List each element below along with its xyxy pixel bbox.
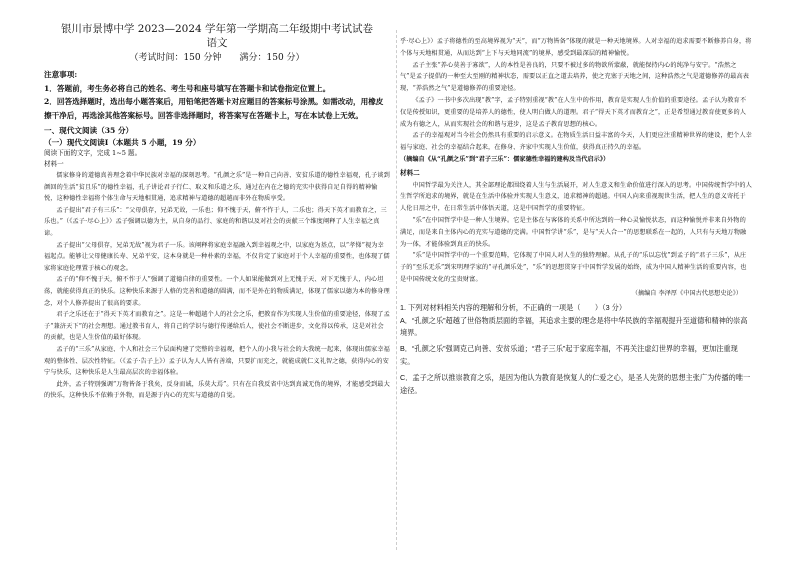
column-divider: [396, 30, 397, 550]
question-1-option-c: C．孟子之所以推崇教育之乐，是因为他认为教育是恢复人的仁爱之心，是圣人先贤的思想主张广为传播的唯一途径。: [400, 372, 751, 395]
material2-source: （摘编自 李泽厚《中国古代思想史论》）: [631, 289, 742, 297]
notes-heading: 注意事项:: [44, 70, 78, 79]
exam-subject: 语文: [206, 37, 228, 49]
right-paragraph: 孟子的幸福观对当今社会仍然具有重要的启示意义。在物质生活日益丰富的今天，人们更应注重精神世界的建设，把个人幸福与家庭、社会的幸福结合起来，在修身、齐家中实现人生价值，获得真正持久的幸福。: [400, 132, 752, 152]
exam-title: 银川市景博中学 2023—2024 学年第一学期高二年级期中考试试卷: [60, 23, 374, 35]
material2-paragraph: “乐”在中国哲学中是一种人生境界。它是主体在与客体的关系中所达到的一种心灵愉悦状态，而这种愉悦并非来自外物的满足，而是来自主体内心的充实与道德的完满。中国哲学讲“乐”，是与“天人合一”的思想联系在一起的，人只有与天地万物融为一体，才能体验到真正的快乐。: [400, 216, 747, 248]
material1-label: 材料一: [44, 160, 64, 168]
left-column: [44, 22, 390, 557]
material2-paragraph: “乐”是中国哲学中的一个重要范畴，它体现了中国人对人生的独特理解。从孔子的“乐以忘忧”到孟子的“君子三乐”，从庄子的“至乐无乐”到宋明理学家的“寻孔颜乐处”，“乐”的思想贯穿于中国哲学发展的始终，成为中国人精神生活的重要内容，也是中国传统文化的宝贵财富。: [400, 252, 747, 283]
section-title: 一、现代文阅读（35 分）: [44, 126, 134, 135]
section-instruction: 阅读下面的文字，完成 1~5 题。: [44, 149, 142, 157]
right-paragraph: 孟子主张“养心莫善于寡欲”，人的本性是善良的，只要不被过多的物欲所蒙蔽，就能保持内心的纯净与安宁。“浩然之气”是孟子提倡的一种至大至刚的精神状态，需要以正直之道去培养，使之充塞于天地之间，这种浩然之气是道德修养的最高表现，“养浩然之气”是道德修养的重要途径。: [400, 61, 750, 93]
material2-label: 材料二: [400, 168, 420, 177]
left-paragraph: 孟子提出“君子有三乐”：“父母俱存，兄弟无故，一乐也；仰不愧于天，俯不怍于人，二乐也；得天下英才而教育之，三乐也。”（《孟子·尽心上》）孟子强调以德为主，从自身的品行、家庭的和谐以及对社会的贡献三个维度阐释了人生幸福之真谛。: [44, 206, 387, 237]
left-paragraph: 此外，孟子特别强调“万物皆备于我矣，反身而诚，乐莫大焉”。只有在自我反省中达到真诚无伪的境界，才能感受到最大的快乐，这种快乐不依赖于外物，而是源于内心的充实与道德的自觉。: [44, 380, 390, 400]
question-1-option-b: B．“孔颜之乐”强调克己向善、安贫乐道；“君子三乐”起于家庭幸福，不再关注虚幻世界的幸福，更加注重现实。: [400, 344, 738, 366]
right-column: [400, 36, 752, 557]
left-paragraph: 孟子的“三乐”从家庭、个人和社会三个层面构建了完整的幸福观，把个人的小我与社会的大我统一起来，体现出儒家幸福观的整体性、层次性特征。（《孟子·告子上》）孟子认为人人皆有善端，只要扩而充之，就能成就仁义礼智之德，获得内心的安宁与快乐，这种快乐是人生最高层次的幸福体验。: [44, 345, 390, 377]
material1-source: （摘编自《从“孔颜之乐”到“君子三乐”：儒家德性幸福的建构及当代启示》）: [400, 155, 610, 163]
exam-info: （考试时间：150 分钟 满分：150 分）: [129, 53, 305, 63]
right-paragraph: 《孟子》一书中多次出现“教”字，孟子特别重视“教”在人生中的作用，教育是实现人生价值的重要途径。孟子认为教育不仅是传授知识，更重要的是培养人的德性，使人明白做人的道理。君子“得天下英才而教育之”，正是希望通过教育使更多的人成为有德之人，从而实现社会的和谐与进步，这是孟子教育思想的核心。: [400, 96, 747, 128]
left-paragraph: 儒家修身的道德真善理念着中华民族对幸福的深刻思考。“孔颜之乐”是一种自己向善、安贫乐道的德性幸福观，孔子谈到颜回的生活“贫且乐”的德性幸福，孔子讲论君子行仁、取义和乐道之乐，通过在内在之德的充实中获得自足自得的精神愉悦，这种德性幸福将个体生命与天地相贯通，追求精神与道德的超越而非外在物质享受。: [44, 172, 390, 203]
left-paragraph: 孟子的“仰不愧于天，俯不怍于人”强调了道德自律的重要性。一个人如果能做到对上无愧于天、对下无愧于人，内心坦荡，就能获得真正的快乐。这种快乐来源于人格的完善和道德的圆满，而不是外在的物质满足，体现了儒家以德为本的修身理念，对个人修养提出了很高的要求。: [44, 276, 390, 307]
material2-paragraph: 中国哲学最为关注人，其全部理论都围绕着人生与生活展开，对人生意义和生命价值进行深入的思考。中国传统哲学中的人生哲学所追求的境界，就是在生活中体验并实现人生意义，追求精神的超越。中国人向来重视现世生活，把人生的意义寄托于人伦日用之中，在日常生活中体悟天道，这是中国哲学的重要特征。: [400, 181, 752, 213]
question-1-stem: 1. 下列对材料相关内容的理解和分析，不正确的一项是（ ）（3 分）: [400, 302, 627, 312]
left-paragraph: 君子之乐还在于“得天下英才而教育之”。这是一种超越个人的社会之乐，把教育作为实现人生价值的重要途径，体现了孟子“兼济天下”的社会理想。通过教书育人，将自己的学识与德行传递给后人，使社会不断进步，文化得以传承，这是对社会的贡献，也是人生价值的最好体现。: [44, 311, 390, 342]
question-1-option-a: A．“孔颜之乐”超越了世俗物质层面的幸福，其追求主要的理念是将中华民族的幸福观提升至道德和精神的崇高境界。: [400, 315, 748, 338]
right-paragraph: 乎·尽心上》）孟子将德性的至高境界视为“天”，而“万物皆备”体现的就是一种天地境界。人对幸福的追求需要不断修养自身，将个体与天地相贯通，从而达到“上下与天地同流”的境界，感受到最深层的精神愉悦。: [400, 38, 752, 57]
section-subtitle: （一）现代文阅读Ⅰ（本题共 5 小题，19 分）: [44, 137, 201, 147]
notes-item-1: 1．答题前，考生务必将自己的姓名、考生号和座号填写在答题卡和试卷指定位置上。: [44, 83, 331, 93]
left-paragraph: 孟子提出“父母俱存，兄弟无故”视为君子一乐。该阐释将家庭幸福融入到幸福观之中，以家庭为基点，以“孝悌”视为幸福起点。能够让父母健康长寿、兄弟平安，这本身就是一种朴素的幸福，不仅肯定了家庭对于个人幸福的重要性，也体现了儒家将家庭伦理置于核心的观念。: [44, 241, 390, 272]
notes-item-2: 2．回答选择题时，选出每小题答案后，用铅笔把答题卡对应题目的答案标号涂黑。如需改动，用橡皮擦干净后，再选涂其他答案标号。回答非选择题时，将答案写在答题卡上，写在本试卷上无效。: [44, 97, 384, 120]
